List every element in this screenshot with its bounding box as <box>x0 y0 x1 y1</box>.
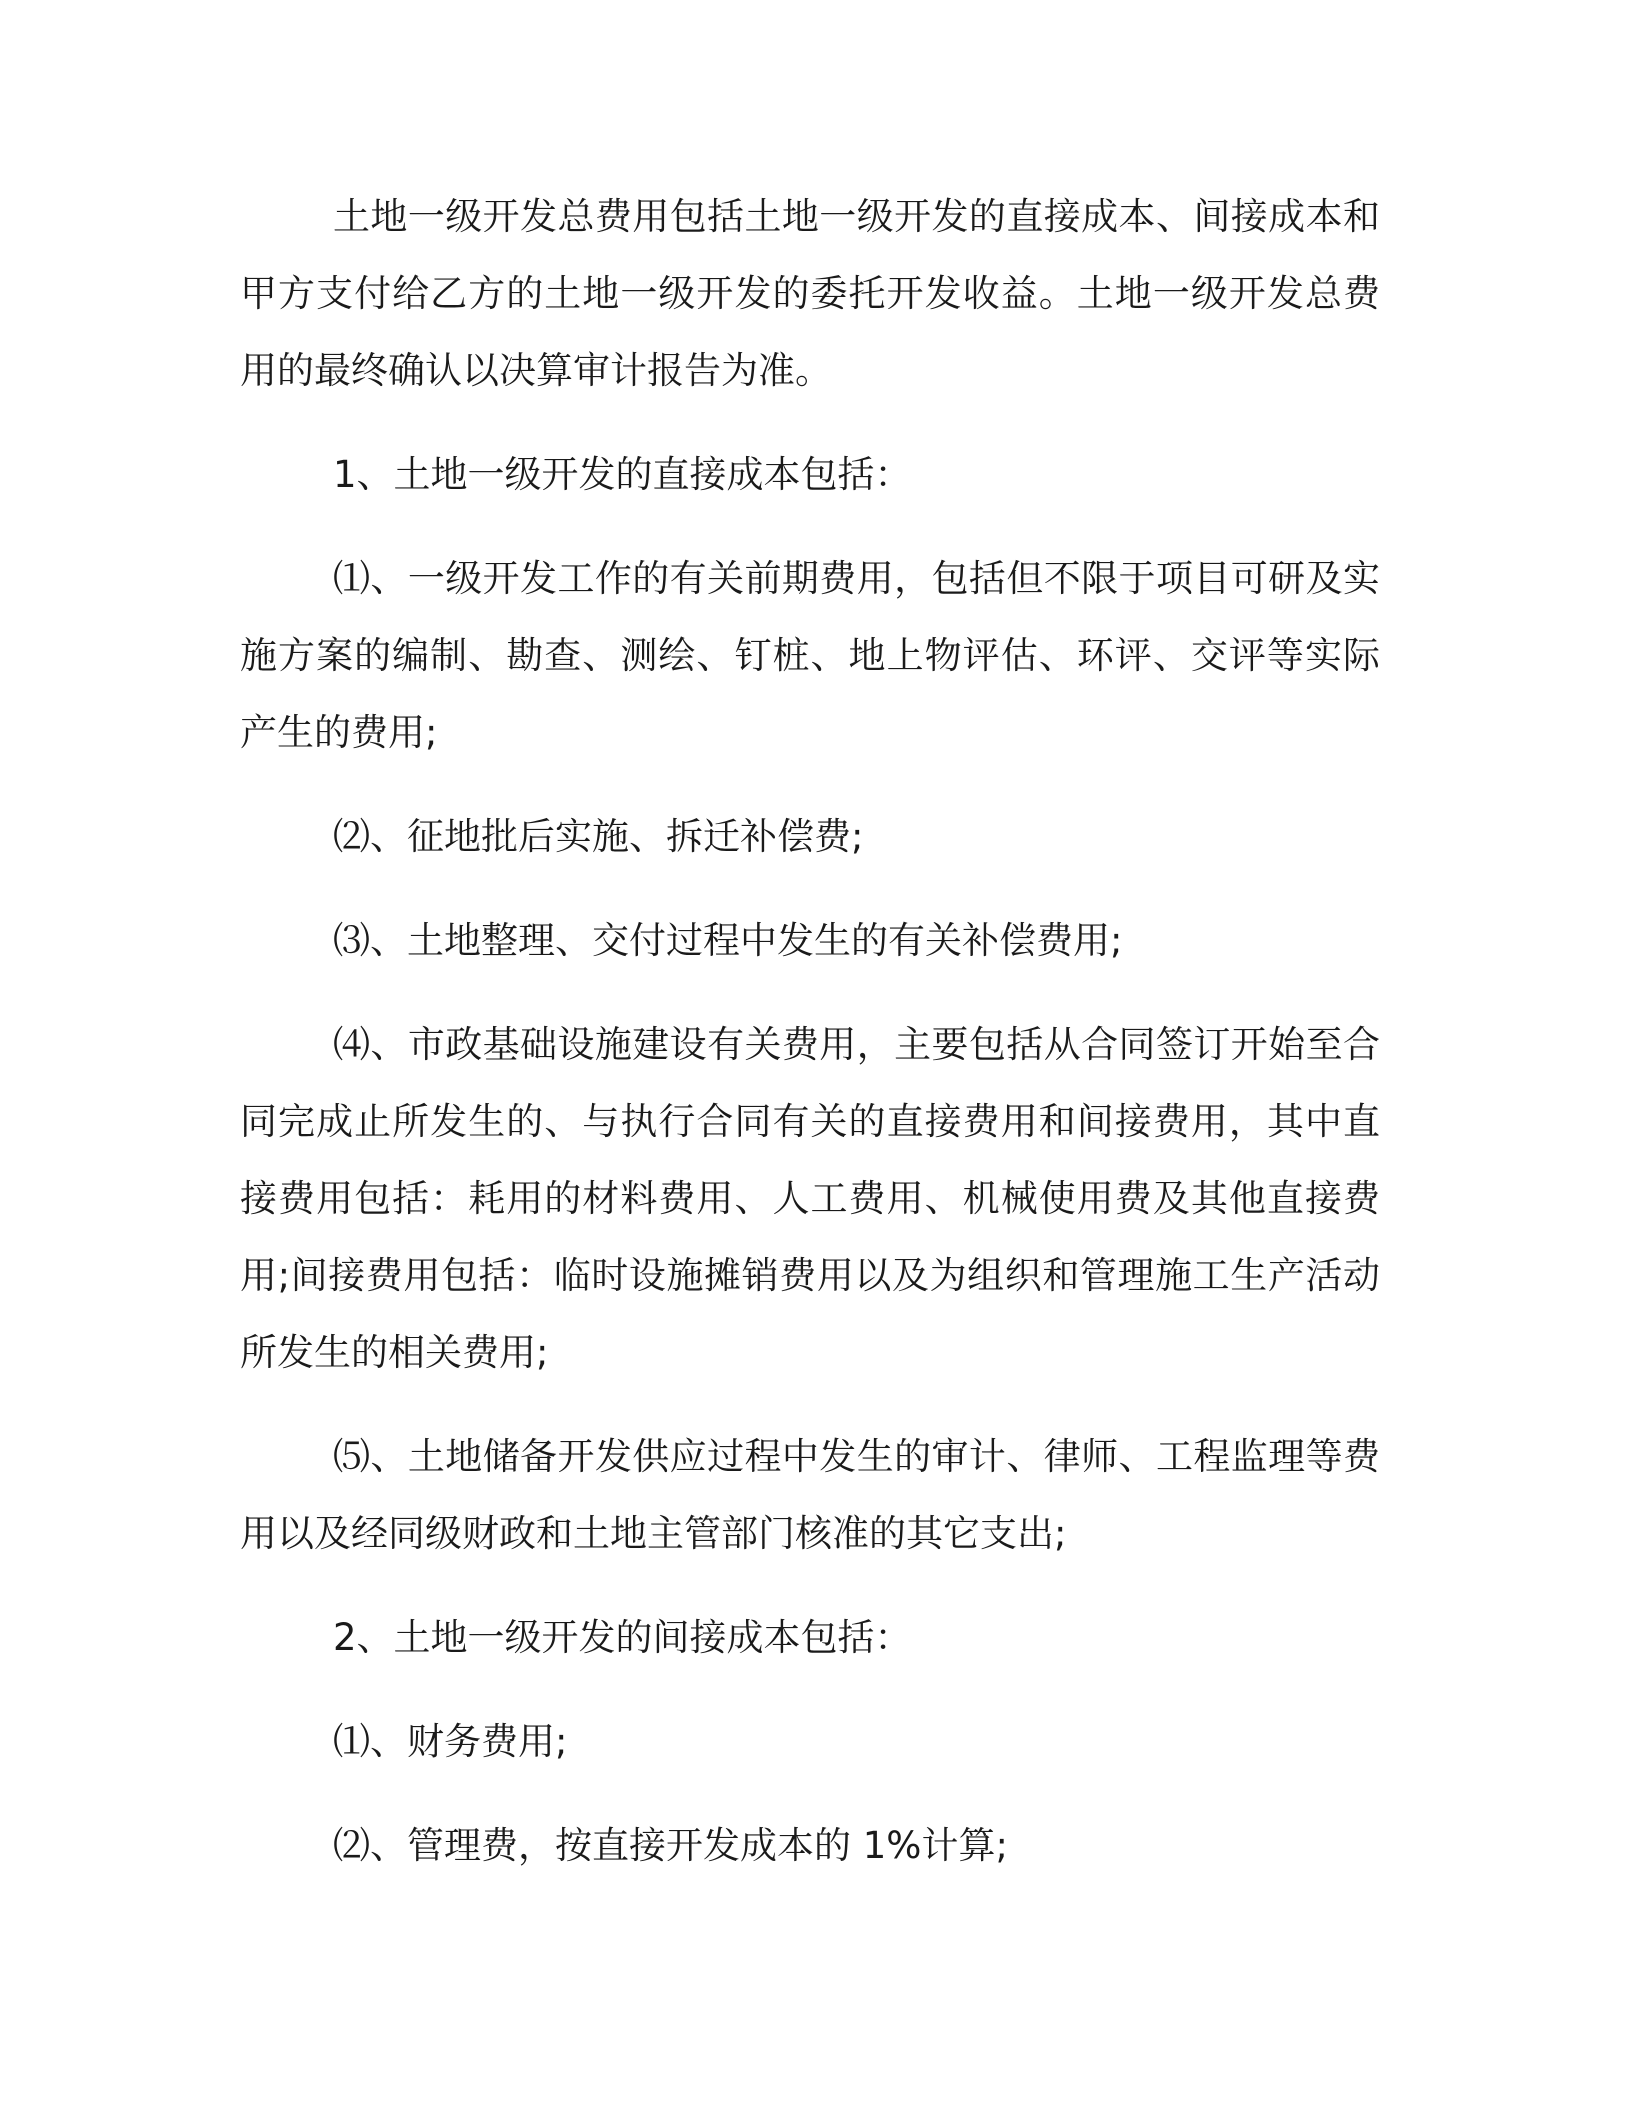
heading-direct-cost: 1、土地一级开发的直接成本包括： <box>333 453 912 496</box>
list-item-relocation-compensation: ⑵、征地批后实施、拆迁补偿费; <box>333 815 864 858</box>
list-item-land-consolidation: ⑶、土地整理、交付过程中发生的有关补偿费用; <box>333 919 1123 962</box>
list-item-financial-costs: ⑴、财务费用; <box>333 1720 568 1763</box>
list-item-management-fee: ⑵、管理费，按直接开发成本的 1%计算; <box>333 1824 1008 1867</box>
list-item-preliminary-costs: ⑴、一级开发工作的有关前期费用，包括但不限于项目可研及实施方案的编制、勘查、测绘、钉桩、地上物评估、环评、交评等实际产生的费用; <box>240 557 1380 754</box>
document-body <box>240 178 1380 1911</box>
paragraph-total-cost-definition: 土地一级开发总费用包括土地一级开发的直接成本、间接成本和甲方支付给乙方的土地一级开发的委托开发收益。土地一级开发总费用的最终确认以决算审计报告为准。 <box>240 195 1380 392</box>
heading-indirect-cost: 2、土地一级开发的间接成本包括： <box>333 1616 912 1659</box>
list-item-audit-legal-supervision: ⑸、土地储备开发供应过程中发生的审计、律师、工程监理等费用以及经同级财政和土地主管部门核准的其它支出; <box>240 1435 1380 1555</box>
list-item-infrastructure-costs: ⑷、市政基础设施建设有关费用，主要包括从合同签订开始至合同完成止所发生的、与执行合同有关的直接费用和间接费用，其中直接费用包括：耗用的材料费用、人工费用、机械使用费及其他直接费用;间接费用包括：临时设施摊销费用以及为组织和管理施工生产活动所发生的相关费用; <box>240 1023 1380 1374</box>
